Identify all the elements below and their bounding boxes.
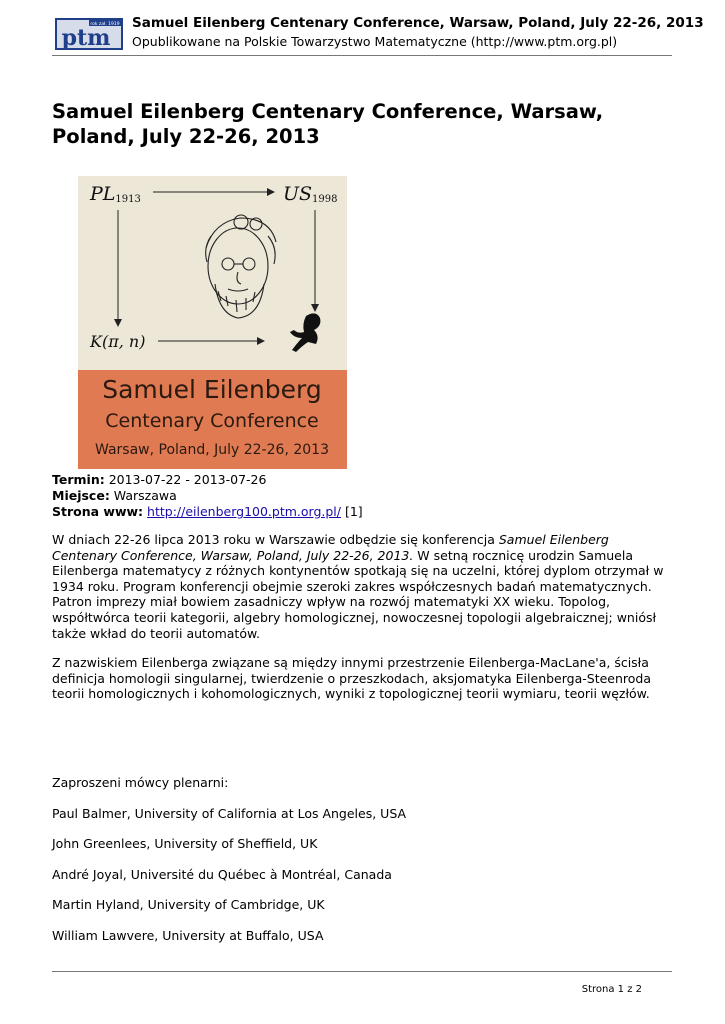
speaker-item: William Lawvere, University at Buffalo, USA [52, 928, 324, 943]
speakers-heading: Zaproszeni mówcy plenarni: [52, 775, 229, 790]
p1-italic: Samuel Eilenberg Centenary Conference, Warsaw, Poland, July 22-26, 2013. [52, 532, 609, 563]
header-divider [52, 55, 672, 56]
conference-poster [78, 176, 347, 469]
miejsce-value: Warszawa [113, 488, 177, 503]
paragraph-intro [52, 532, 677, 641]
poster-name: Samuel Eilenberg [102, 375, 322, 404]
poster-line2: Centenary Conference [105, 410, 319, 432]
website-link[interactable]: http://eilenberg100.ptm.org.pl/ [147, 504, 341, 519]
speaker-item: Martin Hyland, University of Cambridge, UK [52, 897, 325, 912]
termin-row [52, 472, 363, 488]
poster-us-sub: 1998 [312, 194, 338, 205]
paragraph-topics: Z nazwiskiem Eilenberga związane są między innymi przestrzenie Eilenberga-MacLane'a, ścisła definicja homologii singularnej, twierdzenie o przeszkodach, aksjomatyka Eilenberga-Steenroda teorii homologicznych i kohomologicznych, wyniki z topologicznej teorii wymiaru, teorii węzłów. [52, 655, 652, 702]
footer-divider [52, 971, 672, 972]
website-ref: [1] [344, 504, 363, 519]
termin-label: Termin: [52, 472, 105, 487]
poster-pl-sub: 1913 [115, 194, 141, 205]
logo-badge: rok zał. 1919 [90, 22, 120, 27]
speaker-item: John Greenlees, University of Sheffield, UK [52, 836, 318, 851]
strona-label: Strona www: [52, 504, 144, 519]
logo-text: ptm [61, 25, 111, 50]
poster-line3: Warsaw, Poland, July 22-26, 2013 [95, 442, 329, 458]
event-meta [52, 472, 363, 520]
poster-k: K(π, n) [90, 332, 146, 351]
miejsce-row [52, 488, 363, 504]
miejsce-label: Miejsce: [52, 488, 110, 503]
header-subtitle: Opublikowane na Polskie Towarzystwo Matematyczne (http://www.ptm.org.pl) [132, 34, 618, 49]
speaker-item: André Joyal, Université du Québec à Montréal, Canada [52, 867, 392, 882]
termin-value: 2013-07-22 - 2013-07-26 [108, 472, 267, 487]
poster-us: US [283, 183, 313, 205]
ptm-logo [55, 18, 123, 50]
speaker-item: Paul Balmer, University of California at Los Angeles, USA [52, 806, 407, 821]
p1-rest: W setną rocznicę urodzin Samuela Eilenberga matematycy z różnych kontynentów spotkają się na uczelni, której dyplom otrzymał w 1934 roku. Program konferencji obejmie szeroki zakres współczesnych badań matematycznych. Patron imprezy miał bowiem zasadniczy wpływ na rozwój matematyki XX wieku. Topolog, współtwórca teorii kategorii, algebry homologicznej, nowoczesnej topologii algebraicznej; wniósł także wkład do teorii automatów. [52, 547, 664, 641]
poster-pl: PL [90, 183, 116, 205]
page-number: Strona 1 z 2 [581, 984, 642, 995]
page-title: Samuel Eilenberg Centenary Conference, Warsaw, Poland, July 22-26, 2013 [52, 100, 604, 148]
p1-intro: W dniach 22-26 lipca 2013 roku w Warszawie odbędzie się konferencja [52, 532, 499, 547]
header-title: Samuel Eilenberg Centenary Conference, Warsaw, Poland, July 22-26, 2013 [132, 15, 704, 31]
strona-row [52, 504, 363, 520]
